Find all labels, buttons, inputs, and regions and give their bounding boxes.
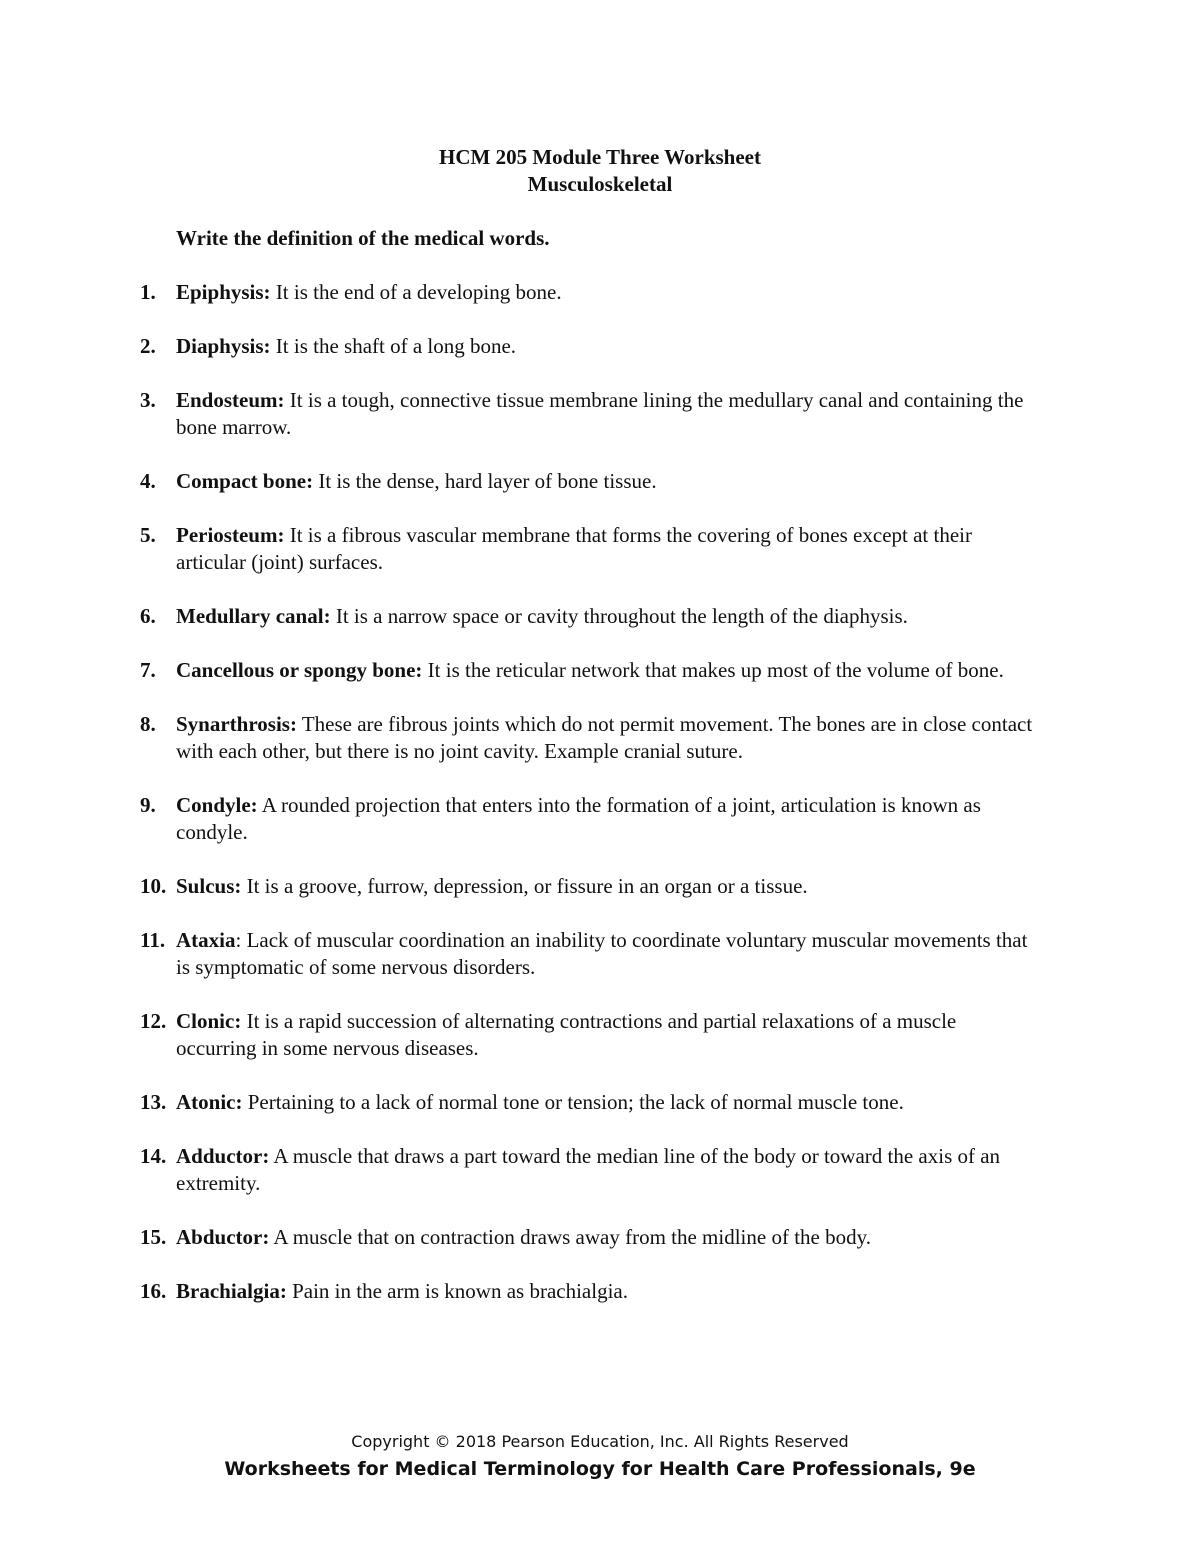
- item-term: Clonic:: [176, 1009, 242, 1033]
- definition-item: [140, 279, 1040, 306]
- definition-item: [140, 1278, 1040, 1305]
- item-definition: It is a fibrous vascular membrane that forms the covering of bones except at their articular (joint) surfaces.: [176, 523, 972, 574]
- item-definition: It is a narrow space or cavity throughout the length of the diaphysis.: [330, 604, 908, 628]
- definition-item: [140, 711, 1040, 765]
- item-number: 4.: [140, 469, 156, 493]
- item-number: 1.: [140, 280, 156, 304]
- item-definition: It is a rapid succession of alternating contractions and partial relaxations of a muscle occurring in some nervous diseases.: [176, 1009, 957, 1060]
- item-number: 7.: [140, 658, 156, 682]
- item-definition: Pertaining to a lack of normal tone or tension; the lack of normal muscle tone.: [242, 1090, 904, 1114]
- definition-item: [140, 387, 1040, 441]
- item-term: Endosteum:: [176, 388, 285, 412]
- item-number: 9.: [140, 793, 156, 817]
- title-block: [0, 144, 1200, 198]
- item-definition: It is the shaft of a long bone.: [270, 334, 517, 358]
- item-definition: A muscle that on contraction draws away from the midline of the body.: [269, 1225, 872, 1249]
- item-number: 11.: [140, 928, 166, 952]
- item-term: Periosteum:: [176, 523, 285, 547]
- page-footer: [0, 1430, 1200, 1484]
- definition-item: [140, 657, 1040, 684]
- item-term: Cancellous or spongy bone:: [176, 658, 423, 682]
- definition-item: [140, 1143, 1040, 1197]
- item-definition: : Lack of muscular coordination an inability to coordinate voluntary muscular movements that is symptomatic of some nervous disorders.: [176, 928, 1028, 979]
- item-number: 3.: [140, 388, 156, 412]
- item-definition: It is a tough, connective tissue membrane lining the medullary canal and containing the bone marrow.: [176, 388, 1024, 439]
- copyright-notice: Copyright © 2018 Pearson Education, Inc. All Rights Reserved: [351, 1432, 849, 1451]
- item-term: Abductor:: [176, 1225, 270, 1249]
- definition-item: [140, 603, 1040, 630]
- item-term: Compact bone:: [176, 469, 314, 493]
- worksheet-subtitle: Musculoskeletal: [527, 172, 673, 196]
- item-term: Atonic:: [176, 1090, 243, 1114]
- item-definition: It is a groove, furrow, depression, or fissure in an organ or a tissue.: [241, 874, 808, 898]
- definition-item: [140, 522, 1040, 576]
- item-term: Medullary canal:: [176, 604, 331, 628]
- item-term: Condyle:: [176, 793, 258, 817]
- book-title: Worksheets for Medical Terminology for Health Care Professionals, 9e: [224, 1458, 976, 1480]
- item-number: 16.: [140, 1279, 167, 1303]
- item-number: 2.: [140, 334, 156, 358]
- item-definition: It is the reticular network that makes up most of the volume of bone.: [422, 658, 1004, 682]
- item-definition: It is the end of a developing bone.: [270, 280, 562, 304]
- definition-item: [140, 927, 1040, 981]
- item-number: 14.: [140, 1144, 167, 1168]
- item-term: Brachialgia:: [176, 1279, 287, 1303]
- item-definition: These are fibrous joints which do not permit movement. The bones are in close contact with each other, but there is no joint cavity. Example cranial suture.: [176, 712, 1033, 763]
- definition-item: [140, 792, 1040, 846]
- item-number: 13.: [140, 1090, 167, 1114]
- item-term: Ataxia: [176, 928, 236, 952]
- item-term: Epiphysis:: [176, 280, 271, 304]
- item-term: Adductor:: [176, 1144, 270, 1168]
- definition-item: [140, 1224, 1040, 1251]
- item-number: 12.: [140, 1009, 167, 1033]
- item-definition: It is the dense, hard layer of bone tissue.: [313, 469, 657, 493]
- definition-item: [140, 1008, 1040, 1062]
- definition-item: [140, 1089, 1040, 1116]
- item-term: Sulcus:: [176, 874, 242, 898]
- item-definition: A rounded projection that enters into the formation of a joint, articulation is known as condyle.: [176, 793, 981, 844]
- item-term: Diaphysis:: [176, 334, 271, 358]
- item-number: 5.: [140, 523, 156, 547]
- item-definition: A muscle that draws a part toward the median line of the body or toward the axis of an extremity.: [176, 1144, 1001, 1195]
- item-number: 8.: [140, 712, 156, 736]
- item-number: 6.: [140, 604, 156, 628]
- item-number: 10.: [140, 874, 167, 898]
- instruction-text: Write the definition of the medical words.: [176, 226, 550, 250]
- worksheet-title: HCM 205 Module Three Worksheet: [439, 145, 761, 169]
- definition-item: [140, 468, 1040, 495]
- item-definition: Pain in the arm is known as brachialgia.: [286, 1279, 628, 1303]
- definition-item: [140, 333, 1040, 360]
- item-term: Synarthrosis:: [176, 712, 297, 736]
- definition-item: [140, 873, 1040, 900]
- definition-list: [140, 279, 1040, 1332]
- item-number: 15.: [140, 1225, 167, 1249]
